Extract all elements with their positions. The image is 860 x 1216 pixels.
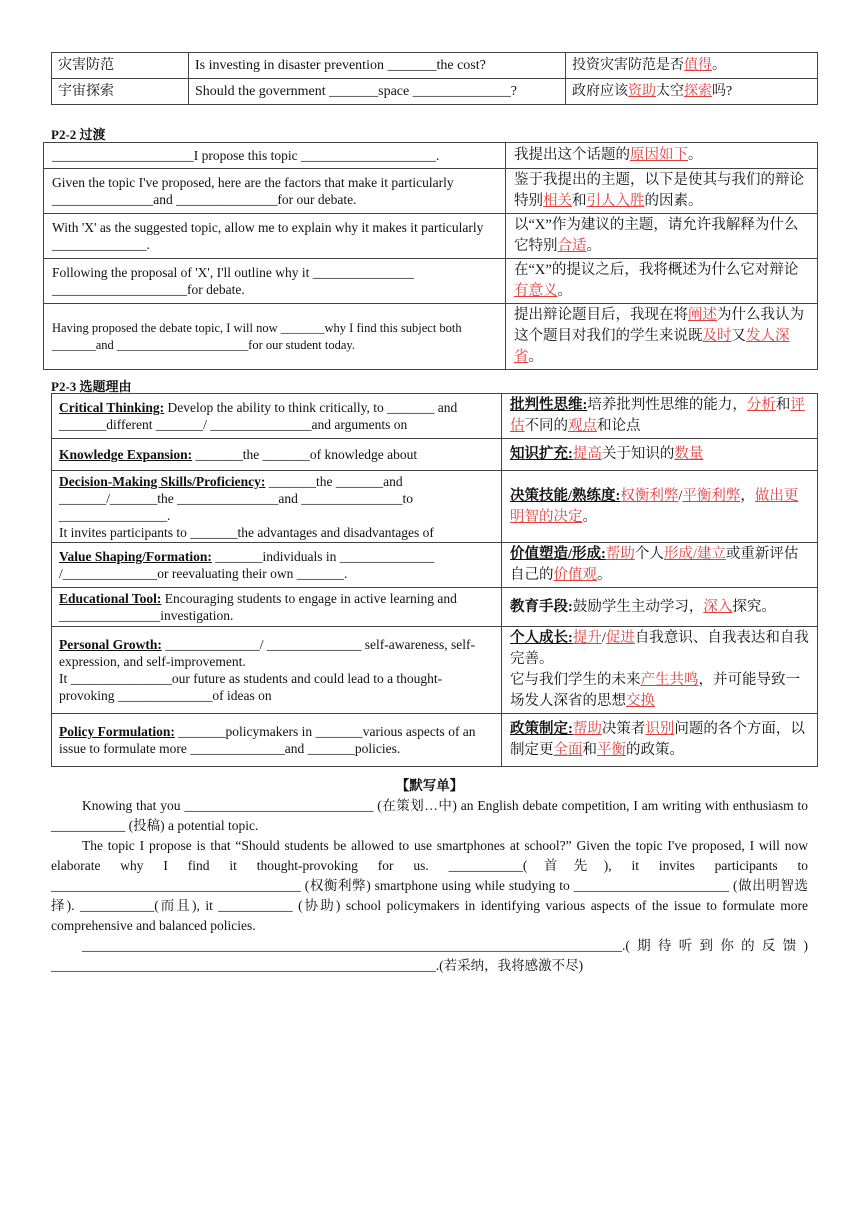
- reason-zh: 价值塑造/形成:帮助个人形成/建立或重新评估自己的价值观。: [502, 543, 818, 588]
- transition-zh: 我提出这个话题的原因如下。: [506, 143, 818, 169]
- table-row: [52, 714, 818, 767]
- transition-en: Having proposed the debate topic, I will now _______why I find this subject both _______and _____________________for our student today.: [44, 304, 506, 370]
- table-row: [52, 543, 818, 588]
- reason-en: Value Shaping/Formation: _______individuals in ______________ /______________or reevaluating their own _______.: [52, 543, 502, 588]
- dictation-title: 【默写单】: [395, 778, 464, 793]
- reason-zh: 知识扩充:提高关于知识的数量: [502, 439, 818, 471]
- section-heading-transition: P2-2 过渡: [51, 127, 106, 142]
- reasons-table: [51, 393, 818, 767]
- topic-en: Is investing in disaster prevention _______the cost?: [189, 53, 566, 79]
- table-row: [44, 304, 818, 370]
- table-row: [44, 143, 818, 169]
- reason-zh: 教育手段:鼓励学生主动学习，深入探究。: [502, 588, 818, 627]
- reason-en: Personal Growth: ______________/ ______________ self-awareness, self-expression, and self-improvement. It _______________our future as students and could lead to a thought-provoking ______________of ideas on: [52, 627, 502, 714]
- topic-zh: 灾害防范: [52, 53, 189, 79]
- transition-en: Following the proposal of 'X', I'll outline why it _______________ ____________________for debate.: [44, 259, 506, 304]
- table-row: [44, 169, 818, 214]
- reason-en: Critical Thinking: Develop the ability to think critically, to _______ and _______different _______/ _______________and arguments on: [52, 394, 502, 439]
- dictation-paragraph-2: The topic I propose is that “Should students be allowed to use smartphones at school?” Given the topic I've proposed, I will now elaborate why I find it thought-provoking for us. ___________(首先), it invites participants to _____________________________________ (权衡利弊) smartphone using while studying to _______________________ (做出明智选择). ___________(而且), it ___________ (协助) school policymakers in identifying various aspects of the issue to formulate more comprehensive and balanced policies.: [51, 838, 808, 933]
- transition-table: [43, 142, 818, 370]
- table-row: [52, 53, 818, 79]
- topic-en: Should the government _______space ______________?: [189, 79, 566, 105]
- transition-en: Given the topic I've proposed, here are the factors that make it particularly _______________and _______________for our debate.: [44, 169, 506, 214]
- section-heading-reasons: P2-3 选题理由: [51, 379, 132, 394]
- table-row: [52, 79, 818, 105]
- table-row: [52, 439, 818, 471]
- table-row: [52, 394, 818, 439]
- topic-translation: 投资灾害防范是否值得。: [566, 53, 818, 79]
- topic-translation: 政府应该资助太空探索吗?: [566, 79, 818, 105]
- reason-zh: 个人成长:提升/促进自我意识、自我表达和自我完善。 它与我们学生的未来产生共鸣，并可能导致一场发人深省的思想交换: [502, 627, 818, 714]
- transition-zh: 鉴于我提出的主题，以下是使其与我们的辩论特别相关和引人入胜的因素。: [506, 169, 818, 214]
- dictation-paragraph-3: ________________________________________________________________________________.(期待听到你的反馈) _________________________________________________________.(若采纳，我将感激不尽): [51, 938, 808, 973]
- transition-zh: 提出辩论题目后，我现在将阐述为什么我认为这个题目对我们的学生来说既及时又发人深省。: [506, 304, 818, 370]
- transition-zh: 在“X”的提议之后，我将概述为什么它对辩论有意义。: [506, 259, 818, 304]
- topic-table: [51, 52, 818, 105]
- dictation-sheet: [51, 776, 808, 976]
- table-row: [44, 259, 818, 304]
- table-row: [52, 627, 818, 714]
- reason-en: Educational Tool: Encouraging students to engage in active learning and _______________investigation.: [52, 588, 502, 627]
- topic-zh: 宇宙探索: [52, 79, 189, 105]
- reason-zh: 决策技能/熟练度:权衡利弊/平衡利弊，做出更明智的决定。: [502, 471, 818, 543]
- reason-zh: 政策制定:帮助决策者识别问题的各个方面，以制定更全面和平衡的政策。: [502, 714, 818, 767]
- table-row: [52, 588, 818, 627]
- dictation-paragraph-1: Knowing that you ____________________________ (在策划…中) an English debate competition, I am writing with enthusiasm to ___________ (投稿) a potential topic.: [51, 798, 808, 833]
- transition-en: With 'X' as the suggested topic, allow me to explain why it makes it particularly ______________.: [44, 214, 506, 259]
- reason-en: Knowledge Expansion: _______the _______of knowledge about: [52, 439, 502, 471]
- reason-en: Decision-Making Skills/Proficiency: _______the _______and _______/_______the _______________and _______________to ________________. It invites participants to _______the advantages and disadvantages of: [52, 471, 502, 543]
- reason-zh: 批判性思维:培养批判性思维的能力，分析和评估不同的观点和论点: [502, 394, 818, 439]
- table-row: [52, 471, 818, 543]
- transition-zh: 以“X”作为建议的主题，请允许我解释为什么它特别合适。: [506, 214, 818, 259]
- transition-en: _____________________I propose this topic ____________________.: [44, 143, 506, 169]
- table-row: [44, 214, 818, 259]
- reason-en: Policy Formulation: _______policymakers in _______various aspects of an issue to formulate more ______________and _______policies.: [52, 714, 502, 767]
